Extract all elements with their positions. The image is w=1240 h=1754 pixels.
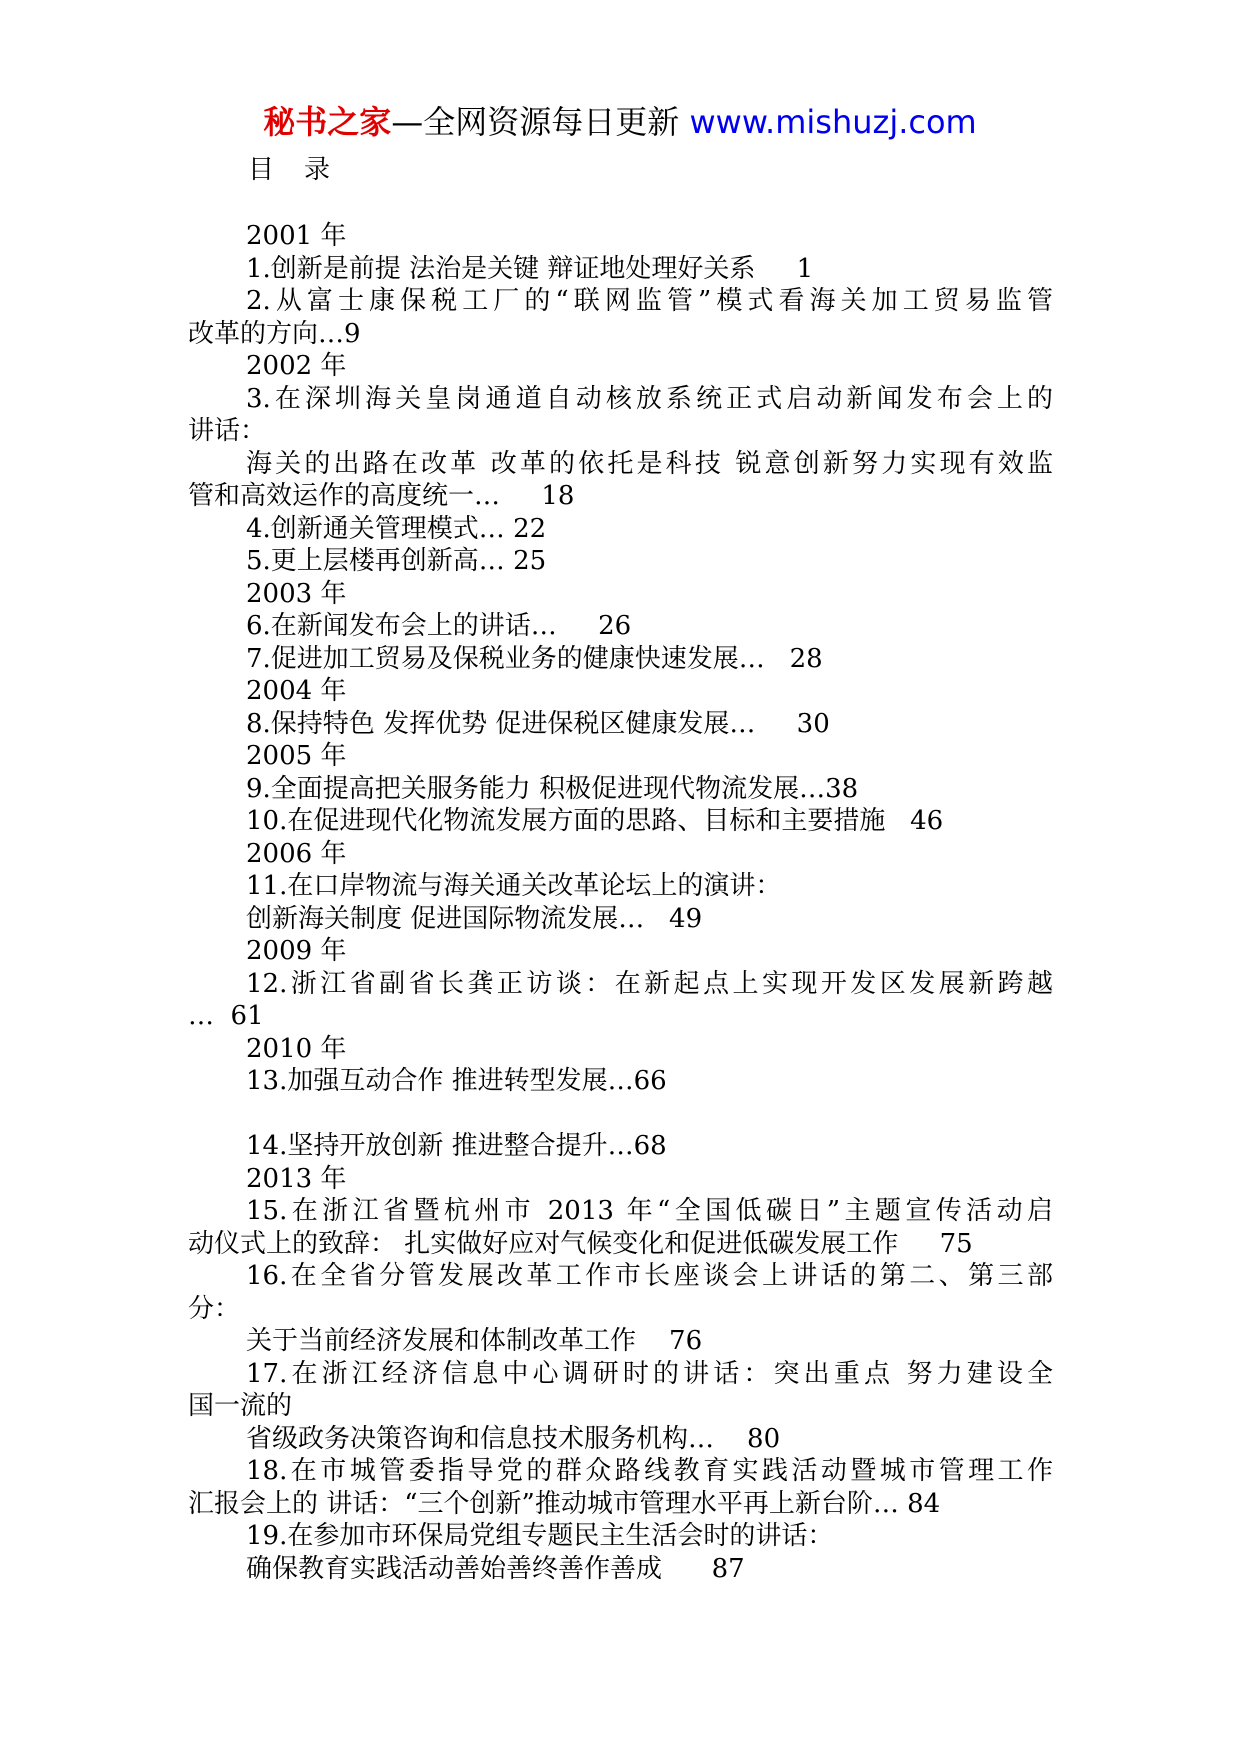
toc-line[interactable]: 18.在市城管委指导党的群众路线教育实践活动暨城市管理工作 [246, 1456, 1053, 1486]
table-of-contents [188, 220, 1053, 1585]
toc-line[interactable]: 1.创新是前提 法治是关键 辩证地处理好关系 1 [246, 253, 814, 284]
toc-line[interactable]: 讲话： [188, 416, 267, 446]
toc-line[interactable]: 12.浙江省副省长龚正访谈：在新起点上实现开发区发展新跨越 [246, 968, 1053, 999]
toc-line[interactable]: 2002 年 [246, 351, 347, 381]
toc-line[interactable]: 9.全面提高把关服务能力 积极促进现代物流发展…38 [246, 773, 859, 804]
toc-line[interactable]: 17.在浙江经济信息中心调研时的讲话：突出重点 努力建设全 [246, 1358, 1053, 1389]
toc-line [188, 1098, 1053, 1131]
toc-line[interactable]: 分： [188, 1293, 241, 1324]
toc-line[interactable]: 14.坚持开放创新 推进整合提升…68 [246, 1131, 667, 1161]
toc-line[interactable]: 2004 年 [246, 676, 347, 706]
toc-line[interactable]: 创新海关制度 促进国际物流发展… 49 [246, 903, 703, 934]
toc-line[interactable]: 3.在深圳海关皇岗通道自动核放系统正式启动新闻发布会上的 [246, 383, 1053, 414]
toc-line[interactable]: 2001 年 [246, 221, 347, 251]
toc-line[interactable]: 管和高效运作的高度统一… 18 [188, 481, 575, 511]
toc-line[interactable]: 11.在口岸物流与海关通关改革论坛上的演讲： [246, 871, 782, 901]
toc-line[interactable]: 汇报会上的 讲话：“三个创新”推动城市管理水平再上新台阶… 84 [188, 1488, 941, 1519]
toc-line[interactable]: 5.更上层楼再创新高… 25 [246, 546, 547, 576]
toc-line[interactable]: 动仪式上的致辞： 扎实做好应对气候变化和促进低碳发展工作 75 [188, 1228, 973, 1259]
site-header [0, 102, 1240, 142]
brand-name: 秘书之家 [263, 103, 392, 141]
toc-line[interactable]: 2013 年 [246, 1163, 347, 1194]
toc-line[interactable]: 改革的方向…9 [188, 318, 361, 349]
toc-line[interactable]: 2006 年 [246, 838, 347, 869]
toc-title: 目录 [248, 155, 361, 185]
toc-line[interactable]: 15.在浙江省暨杭州市 2013 年“全国低碳日”主题宣传活动启 [246, 1196, 1053, 1226]
toc-line[interactable]: 2009 年 [246, 936, 347, 966]
toc-line[interactable]: 19.在参加市环保局党组专题民主生活会时的讲话： [246, 1521, 834, 1551]
toc-line[interactable]: 4.创新通关管理模式… 22 [246, 513, 547, 544]
toc-line[interactable]: 国一流的 [188, 1391, 293, 1421]
toc-line[interactable]: 2005 年 [246, 741, 347, 771]
toc-line[interactable]: 海关的出路在改革 改革的依托是科技 锐意创新努力实现有效监 [246, 448, 1053, 479]
toc-line[interactable]: 16.在全省分管发展改革工作市长座谈会上讲话的第二、第三部 [246, 1261, 1053, 1291]
site-url-link[interactable]: www.mishuzj.com [689, 103, 977, 141]
toc-line[interactable]: 7.促进加工贸易及保税业务的健康快速发展… 28 [246, 643, 823, 674]
header-tagline: —全网资源每日更新 [391, 103, 690, 141]
toc-line[interactable]: 2010 年 [246, 1033, 347, 1064]
toc-line[interactable]: 6.在新闻发布会上的讲话… 26 [246, 611, 632, 641]
toc-line[interactable]: 确保教育实践活动善始善终善作善成 87 [246, 1553, 745, 1584]
toc-line[interactable]: 关于当前经济发展和体制改革工作 76 [246, 1326, 703, 1356]
toc-line[interactable]: 10.在促进现代化物流发展方面的思路、目标和主要措施 46 [246, 806, 944, 836]
toc-line[interactable]: … 61 [188, 1001, 264, 1031]
toc-line[interactable]: 2003 年 [246, 578, 347, 609]
toc-line[interactable]: 13.加强互动合作 推进转型发展…66 [246, 1066, 667, 1096]
toc-line[interactable]: 2.从富士康保税工厂的“联网监管”模式看海关加工贸易监管 [246, 286, 1053, 316]
toc-line[interactable]: 8.保持特色 发挥优势 促进保税区健康发展… 30 [246, 708, 830, 739]
toc-line[interactable]: 省级政务决策咨询和信息技术服务机构… 80 [246, 1423, 781, 1454]
